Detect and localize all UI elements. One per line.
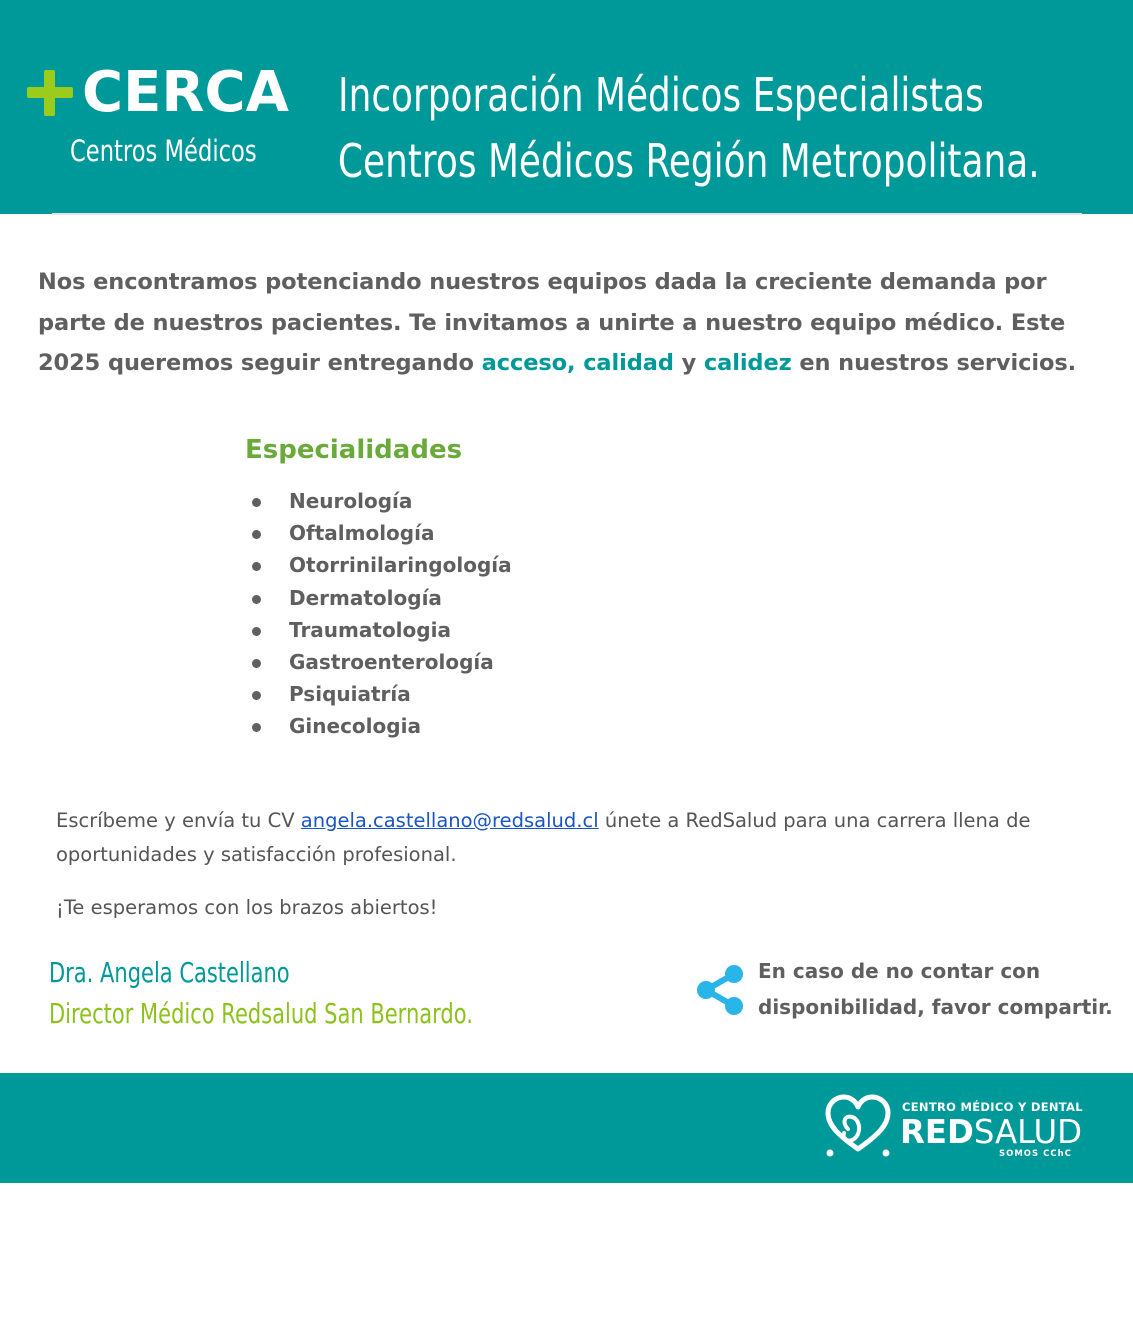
logo-subtitle: Centros Médicos: [70, 134, 257, 168]
intro-highlight-1: acceso, calidad: [481, 350, 674, 376]
cta-paragraph: [56, 804, 1106, 871]
heart-logo-icon: [822, 1089, 894, 1161]
footer-brand-light: SALUD: [973, 1112, 1083, 1151]
signature-name: Dra. Angela Castellano: [49, 956, 290, 989]
footer-brand-name: [900, 1112, 1082, 1152]
signature-role: Director Médico Redsalud San Bernardo.: [49, 997, 473, 1030]
specialties-list: [245, 485, 512, 743]
list-item: Psiquiatría: [245, 678, 512, 710]
footer-tagline: SOMOS CChC: [999, 1149, 1072, 1159]
specialties-heading: Especialidades: [245, 435, 463, 465]
header-banner: [0, 0, 1133, 214]
list-item: Oftalmología: [245, 517, 512, 549]
header-divider: [52, 213, 1082, 215]
list-item: Gastroenterología: [245, 646, 512, 678]
intro-highlight-2: calidez: [703, 350, 792, 376]
cta-text-before: Escríbeme y envía tu CV: [56, 809, 301, 832]
footer-brand-top: CENTRO MÉDICO Y DENTAL: [902, 1100, 1083, 1114]
intro-text-1: Nos encontramos potenciando nuestros equipos dada la creciente demanda por parte de nuestros pacientes. Te invitamos a unirte a nuestro equipo médico. Este 2025 queremos seguir entregando: [38, 269, 1066, 376]
share-icon: [693, 963, 747, 1017]
list-item: Traumatologia: [245, 614, 512, 646]
welcome-text: ¡Te esperamos con los brazos abiertos!: [56, 896, 438, 919]
footer-brand-bold: RED: [900, 1112, 974, 1151]
list-item: Otorrinilaringología: [245, 549, 512, 581]
list-item: Ginecologia: [245, 710, 512, 742]
intro-paragraph: [38, 262, 1113, 384]
email-link[interactable]: angela.castellano@redsalud.cl: [300, 809, 599, 832]
list-item: Neurología: [245, 485, 512, 517]
cta-text-after: únete a RedSalud para una carrera llena de oportunidades y satisfacción profesional.: [56, 809, 1031, 866]
list-item: Dermatología: [245, 582, 512, 614]
plus-icon: [27, 70, 73, 116]
page-title: Incorporación Médicos Especialistas Centros Médicos Región Metropolitana.: [338, 68, 1040, 188]
share-note: En caso de no contar con disponibilidad, favor compartir.: [758, 959, 1113, 1019]
intro-text-3: en nuestros servicios.: [791, 350, 1077, 376]
intro-text-2: y: [673, 350, 704, 376]
logo-wordmark: CERCA: [82, 60, 289, 125]
